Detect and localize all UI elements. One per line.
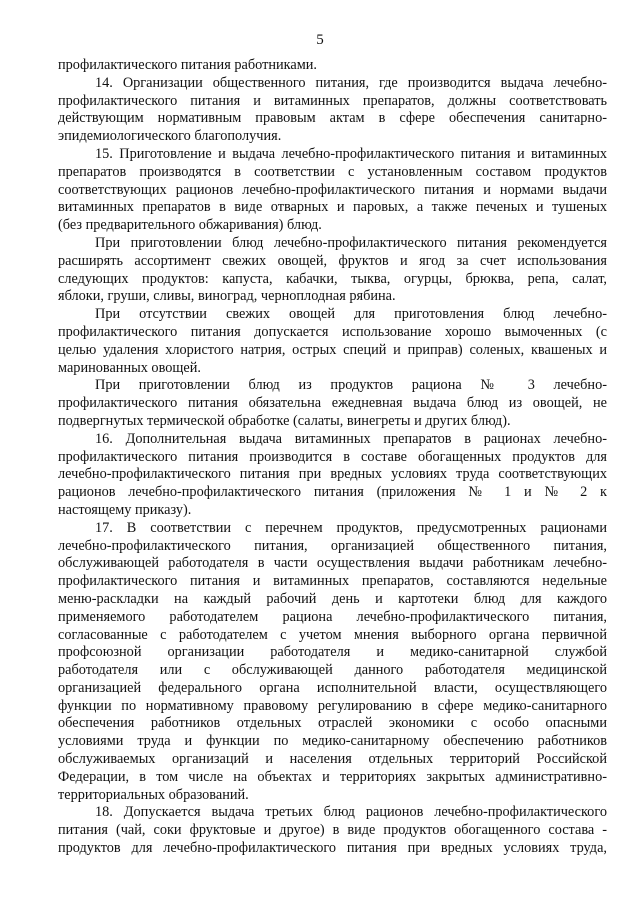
text-line: 17. В соответствии с перечнем продуктов, предусмотренных рационами — [95, 519, 607, 536]
text-line: 15. Приготовление и выдача лечебно-профилактического питания и витаминных — [95, 145, 607, 162]
text-line: подвергнутых термической обработке (салаты, винегреты и других блюд). — [58, 412, 511, 429]
text-line: целью удаления хлористого натрия, острых специй и приправ) соленых, квашеных и — [58, 341, 607, 358]
text-line: профилактического питания работниками. — [58, 57, 317, 73]
text-line: 18. Допускается выдача третьих блюд рационов лечебно-профилактического — [95, 804, 607, 821]
text-line: 14. Организации общественного питания, где производится выдача лечебно- — [95, 74, 607, 91]
text-line: питания (чай, соки фруктовые и другое) в виде продуктов обогащенного состава - — [58, 822, 607, 839]
text-line: Федерации, в том числе на объектах и территориях закрытых административно- — [58, 768, 607, 785]
text-line: следующих продуктов: капуста, кабачки, тыква, огурцы, брюква, репа, салат, — [58, 270, 607, 287]
document-body — [58, 57, 607, 858]
text-line: рационов лечебно-профилактического питания (приложения № 1 и № 2 к — [58, 484, 607, 501]
text-line: применяемого работодателем рациона лечебно-профилактического питания, — [58, 608, 607, 625]
text-line: профилактического питания и витаминных препаратов, составляются недельные — [58, 573, 607, 590]
text-line: территориальных образований. — [58, 786, 249, 803]
text-line: профилактического питания допускается использование хорошо вымоченных (с — [58, 323, 607, 340]
text-line: обеспечения работников отдельных отраслей экономики с особо опасными — [58, 715, 607, 732]
text-line: настоящему приказу). — [58, 501, 192, 518]
text-line: яблоки, груши, сливы, виноград, черноплодная рябина. — [58, 288, 396, 305]
text-line: соответствующих рационов лечебно-профилактического питания и нормами выдачи — [58, 181, 607, 198]
text-line: согласованные с работодателем с учетом мнения выборного органа первичной — [58, 626, 607, 643]
text-line: функции по нормативному правовому регулированию в сфере медико-санитарного — [58, 697, 607, 714]
text-line: лечебно-профилактического питания при вредных условиях труда соответствующих — [58, 466, 607, 483]
text-line: действующим нормативным правовым актам в сфере обеспечения санитарно- — [58, 110, 607, 127]
text-line: лечебно-профилактического питания, организацией общественного питания, — [58, 537, 607, 554]
text-line: профилактического питания производится в составе обогащенных продуктов для — [58, 448, 607, 465]
text-line: (без предварительного обжаривания) блюд. — [58, 217, 322, 234]
text-line: профилактического питания и витаминных препаратов, должны соответствовать — [58, 92, 607, 109]
text-line: расширять ассортимент свежих овощей, фруктов и ягод за счет использования — [58, 252, 607, 269]
text-line: При отсутствии свежих овощей для приготовления блюд лечебно- — [95, 306, 607, 323]
text-line: продуктов для лечебно-профилактического питания при вредных условиях труда, — [58, 840, 607, 857]
text-line: обслуживающей работодателя в части осуществления выдачи работникам лечебно- — [58, 555, 607, 572]
text-line: препаратов производятся в соответствии с установленным составом продуктов — [58, 163, 607, 180]
text-line: условиями труда и функции по медико-санитарному обеспечению работников — [58, 733, 607, 750]
text-line: организацией федерального органа исполнительной власти, осуществляющего — [58, 679, 607, 696]
text-line: профилактического питания обязательна ежедневная выдача блюд из овощей, не — [58, 395, 607, 412]
text-line: маринованных овощей. — [58, 359, 201, 376]
text-line: эпидемиологического благополучия. — [58, 128, 282, 145]
page-number: 5 — [316, 32, 324, 48]
text-line: работодателя или с обслуживающей данного работодателя медицинской — [58, 662, 607, 679]
text-line: обслуживаемых организаций и населения отдельных территорий Российской — [58, 751, 607, 768]
text-line: меню-раскладки на каждый рабочий день и картотеки блюд для каждого — [58, 590, 607, 607]
text-line: При приготовлении блюд из продуктов рациона № 3 лечебно- — [95, 377, 607, 394]
text-line: витаминных препаратов в виде отварных и паровых, а также печеных и тушеных — [58, 199, 607, 216]
text-line: профсоюзной организации работодателя и медико-санитарной службой — [58, 644, 607, 661]
text-line: При приготовлении блюд лечебно-профилактического питания рекомендуется — [95, 234, 607, 251]
text-line: 16. Дополнительная выдача витаминных препаратов в рационах лечебно- — [95, 430, 607, 447]
